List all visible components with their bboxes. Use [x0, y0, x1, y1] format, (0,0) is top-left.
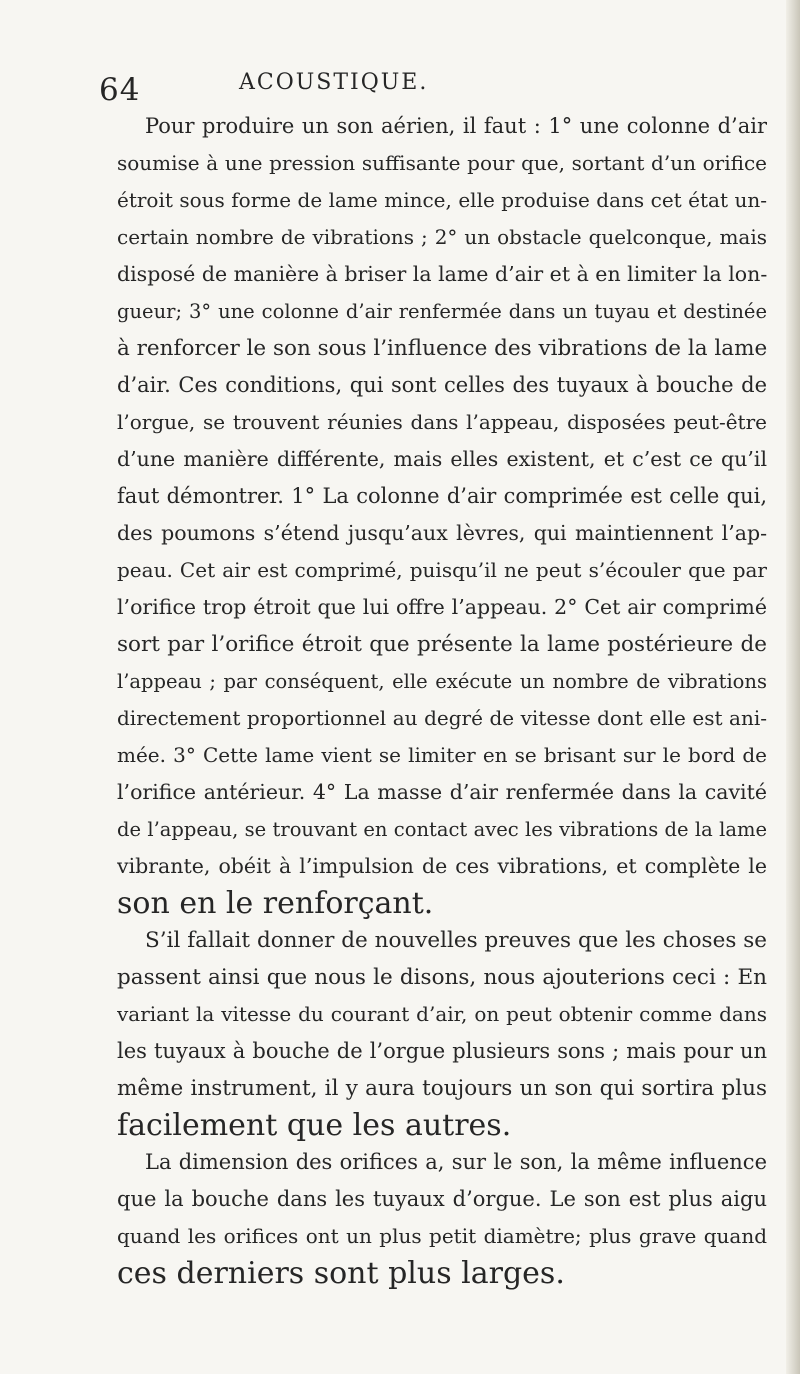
- text-line: que la bouche dans les tuyaux d’orgue. Le son est plus aigu: [117, 1187, 767, 1211]
- page-edge-shadow: [786, 0, 800, 1374]
- text-line: des poumons s’étend jusqu’aux lèvres, qui maintiennent l’ap-: [117, 521, 767, 545]
- text-line: faut démontrer. 1° La colonne d’air comprimée est celle qui,: [117, 484, 767, 508]
- text-line: mée. 3° Cette lame vient se limiter en se brisant sur le bord de: [117, 743, 767, 767]
- text-line: facilement que les autres.: [117, 1108, 512, 1143]
- text-line: peau. Cet air est comprimé, puisqu’il ne peut s’écouler que par: [117, 558, 767, 582]
- text-line: Pour produire un son aérien, il faut : 1° une colonne d’air: [145, 114, 767, 138]
- text-line: les tuyaux à bouche de l’orgue plusieurs sons ; mais pour un: [117, 1039, 767, 1063]
- text-line: gueur; 3° une colonne d’air renfermée dans un tuyau et destinée: [117, 300, 767, 323]
- text-line: disposé de manière à briser la lame d’air et à en limiter la lon-: [117, 262, 767, 286]
- text-line: l’orgue, se trouvent réunies dans l’appeau, disposées peut-être: [117, 410, 767, 434]
- text-line: sort par l’orifice étroit que présente la lame postérieure de: [117, 632, 767, 657]
- text-line: à renforcer le son sous l’influence des vibrations de la lame: [117, 336, 767, 361]
- text-line: ces derniers sont plus larges.: [117, 1256, 565, 1291]
- text-line: même instrument, il y aura toujours un son qui sortira plus: [117, 1076, 767, 1101]
- text-line: certain nombre de vibrations ; 2° un obstacle quelconque, mais: [117, 225, 767, 249]
- text-line: soumise à une pression suffisante pour que, sortant d’un orifice: [117, 151, 767, 175]
- text-line: passent ainsi que nous le disons, nous ajouterions ceci : En: [117, 965, 767, 990]
- page-number: 64: [99, 72, 141, 108]
- text-line: S’il fallait donner de nouvelles preuves que les choses se: [145, 928, 767, 953]
- running-head: ACOUSTIQUE.: [239, 70, 429, 95]
- text-line: l’orifice antérieur. 4° La masse d’air renfermée dans la cavité: [117, 780, 767, 804]
- text-line: directement proportionnel au degré de vitesse dont elle est ani-: [117, 706, 767, 730]
- text-line: quand les orifices ont un plus petit diamètre; plus grave quand: [117, 1224, 767, 1248]
- text-line: La dimension des orifices a, sur le son, la même influence: [145, 1150, 767, 1174]
- text-line: l’orifice trop étroit que lui offre l’appeau. 2° Cet air comprimé: [117, 595, 767, 619]
- body-text: [117, 108, 767, 1292]
- text-line: étroit sous forme de lame mince, elle produise dans cet état un-: [117, 188, 767, 212]
- text-line: variant la vitesse du courant d’air, on peut obtenir comme dans: [117, 1002, 767, 1026]
- text-line: son en le renforçant.: [117, 886, 434, 921]
- text-line: d’air. Ces conditions, qui sont celles des tuyaux à bouche de: [117, 373, 767, 397]
- text-line: vibrante, obéit à l’impulsion de ces vibrations, et complète le: [117, 854, 767, 878]
- text-line: de l’appeau, se trouvant en contact avec les vibrations de la lame: [117, 818, 767, 841]
- text-line: d’une manière différente, mais elles existent, et c’est ce qu’il: [117, 447, 767, 471]
- text-line: l’appeau ; par conséquent, elle exécute un nombre de vibrations: [117, 670, 767, 693]
